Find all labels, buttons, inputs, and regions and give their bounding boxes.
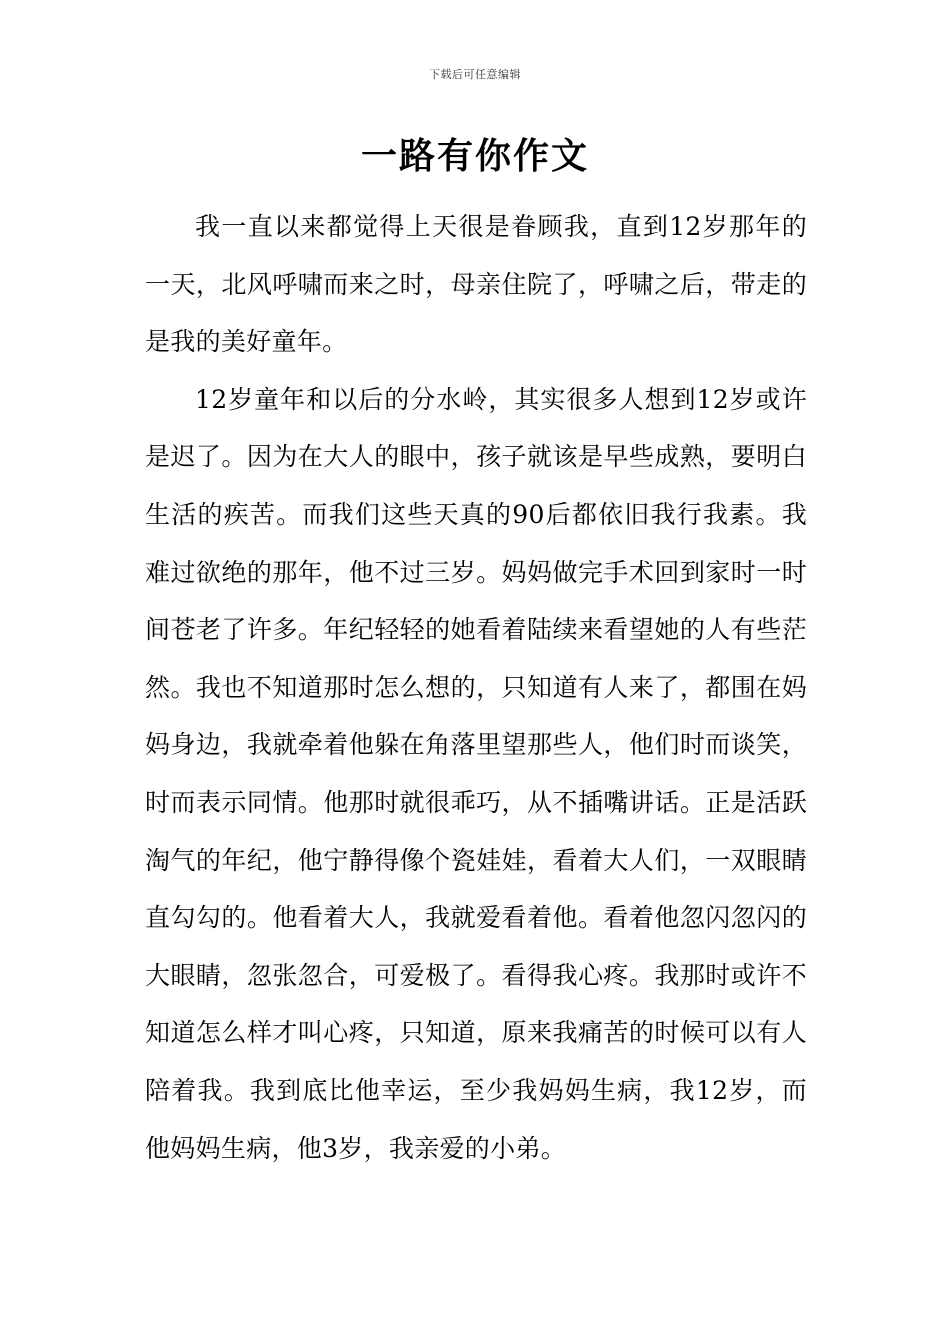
header-note: 下载后可任意编辑 — [429, 68, 521, 81]
article-body — [145, 198, 807, 1177]
paragraph-1: 我一直以来都觉得上天很是眷顾我，直到12岁那年的一天，北风呼啸而来之时，母亲住院了，呼啸之后，带走的是我的美好童年。 — [145, 212, 807, 357]
document-title: 一路有你作文 — [360, 136, 589, 177]
paragraph-2: 12岁童年和以后的分水岭，其实很多人想到12岁或许是迟了。因为在大人的眼中，孩子就该是早些成熟，要明白生活的疾苦。而我们这些天真的90后都依旧我行我素。我难过欲绝的那年，他不过三岁。妈妈做完手术回到家时一时间苍老了许多。年纪轻轻的她看着陆续来看望她的人有些茫然。我也不知道那时怎么想的，只知道有人来了，都围在妈妈身边，我就牵着他躲在角落里望那些人，他们时而谈笑，时而表示同情。他那时就很乖巧，从不插嘴讲话。正是活跃淘气的年纪，他宁静得像个瓷娃娃，看着大人们，一双眼睛直勾勾的。他看着大人，我就爱看着他。看着他忽闪忽闪的大眼睛，忽张忽合，可爱极了。看得我心疼。我那时或许不知道怎么样才叫心疼，只知道，原来我痛苦的时候可以有人陪着我。我到底比他幸运，至少我妈妈生病，我12岁，而他妈妈生病，他3岁，我亲爱的小弟。 — [145, 384, 807, 1163]
